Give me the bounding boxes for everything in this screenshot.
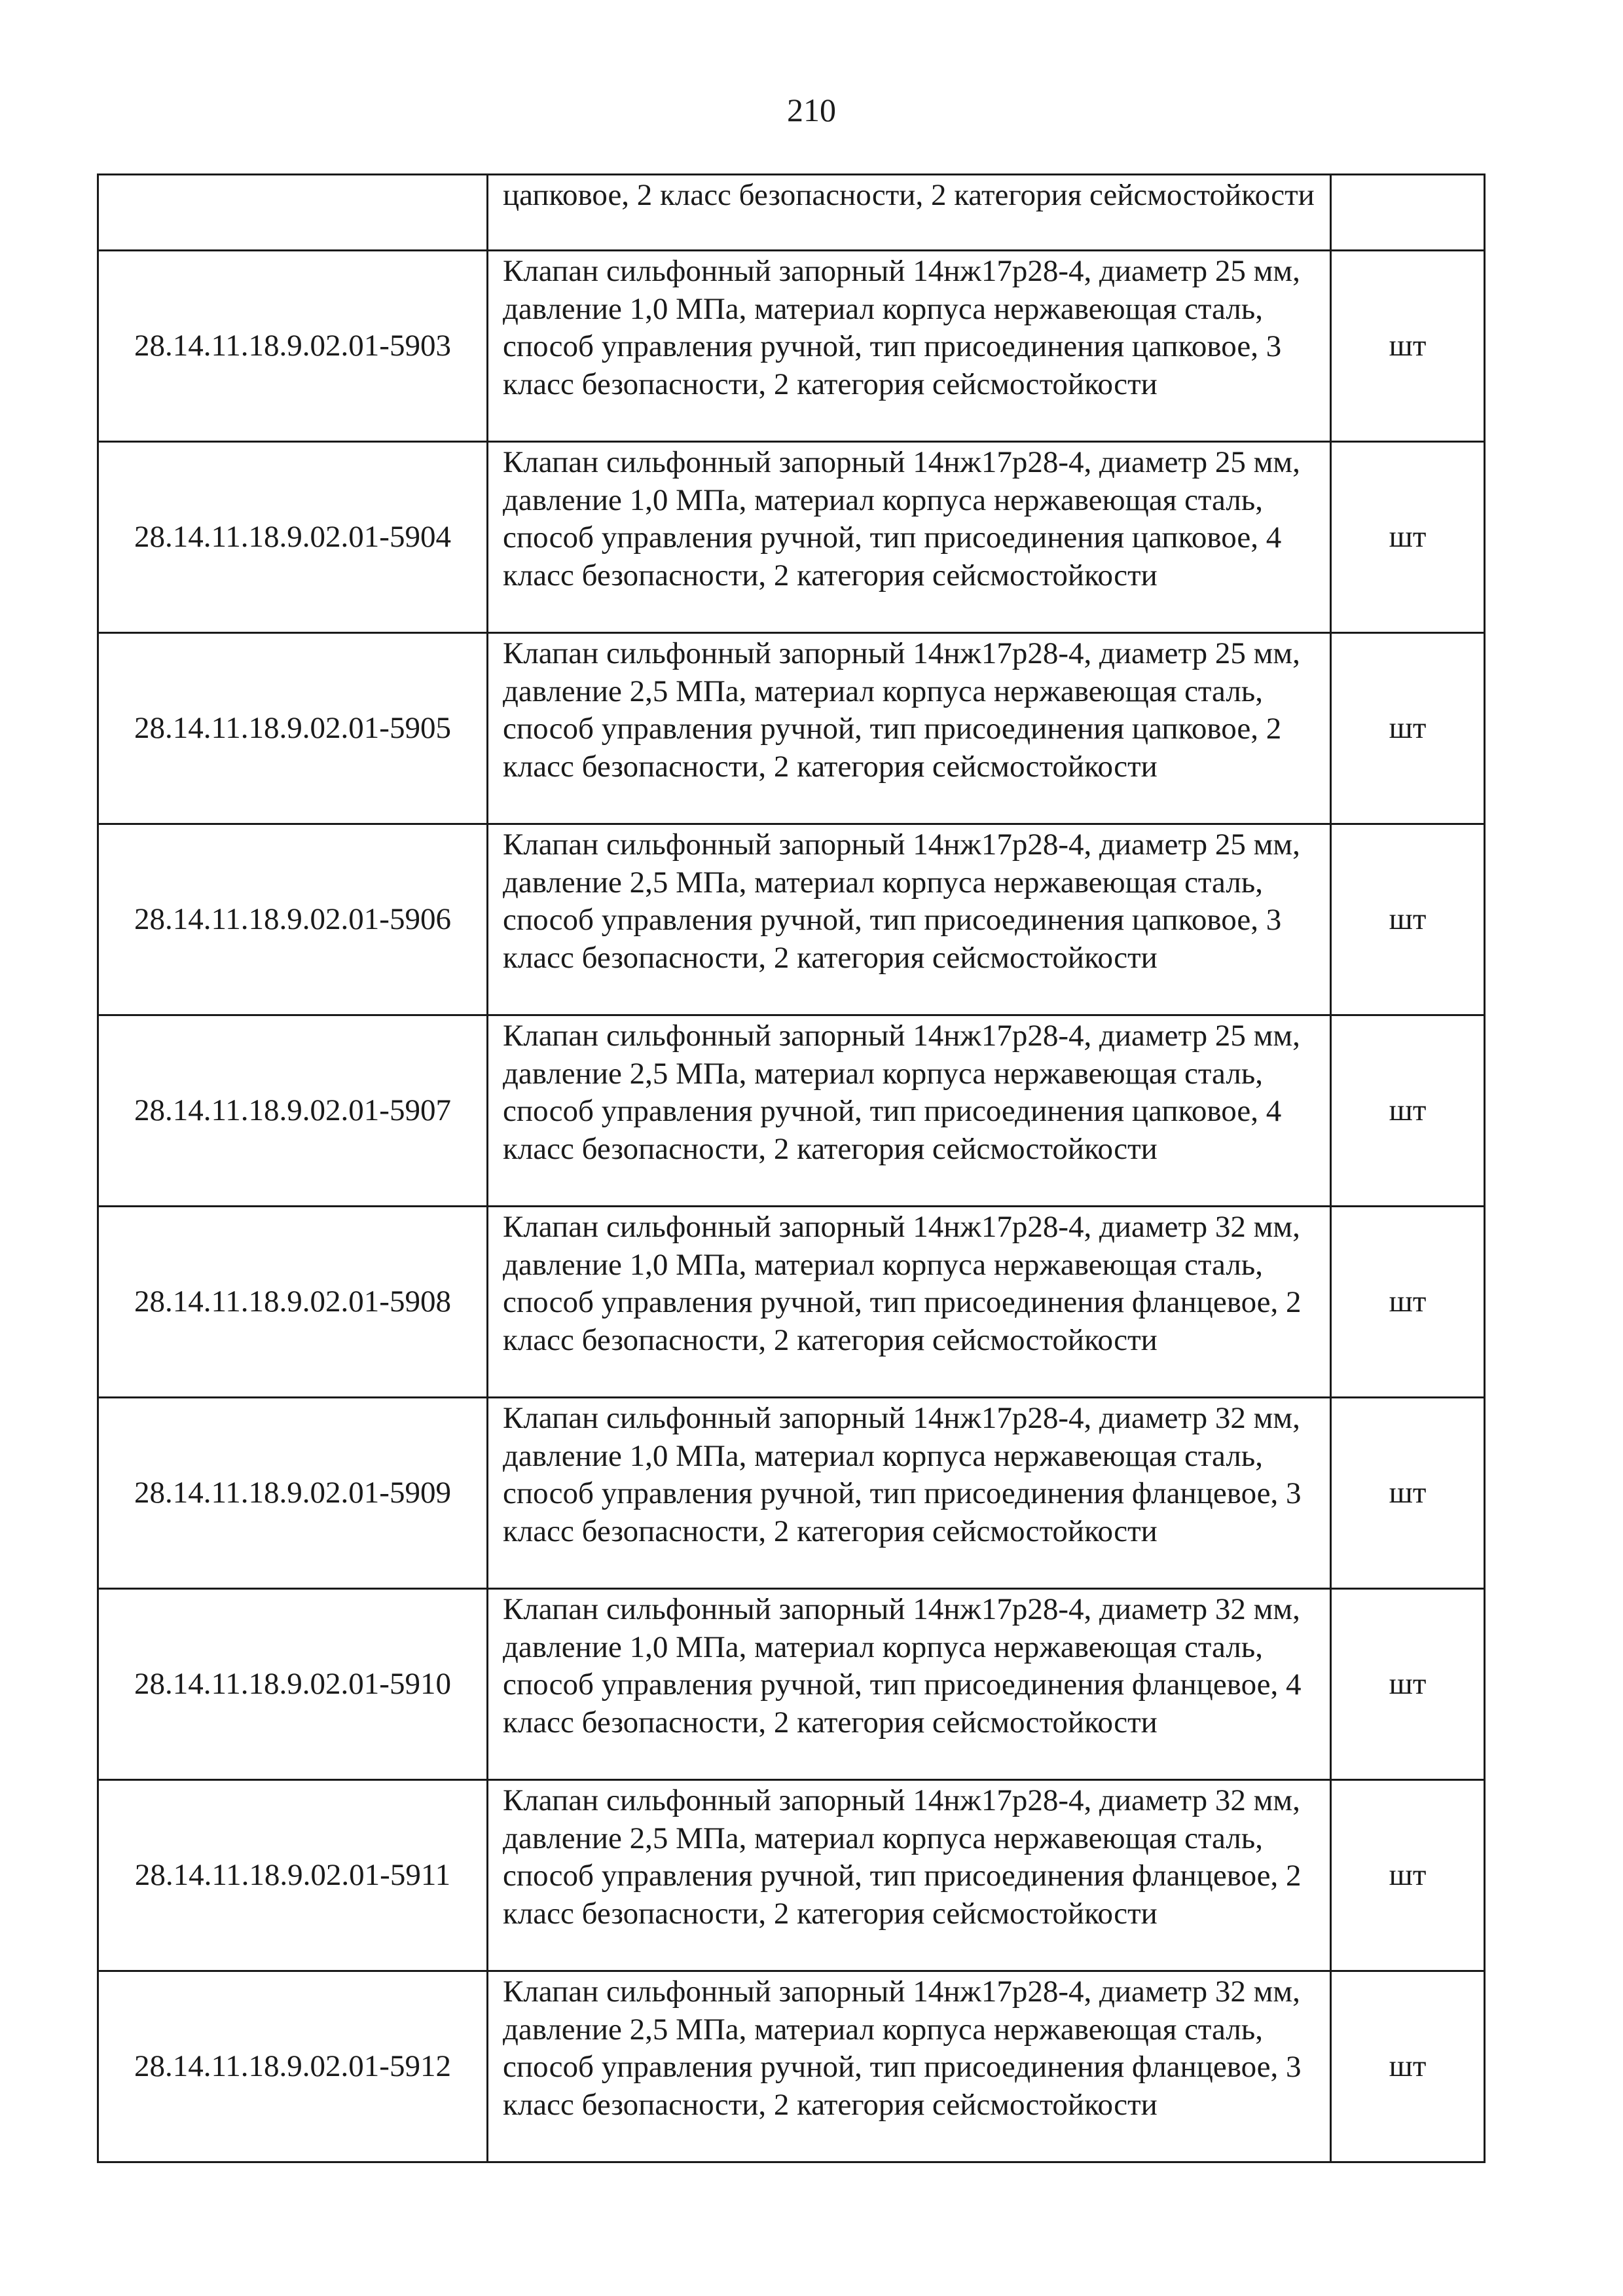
- unit-cell: шт: [1331, 633, 1485, 824]
- table-row: [98, 1589, 1485, 1780]
- code-cell: 28.14.11.18.9.02.01-5904: [98, 442, 488, 633]
- unit-cell: шт: [1331, 824, 1485, 1015]
- table-row: [98, 251, 1485, 442]
- table-row: [98, 1780, 1485, 1971]
- table-row: [98, 824, 1485, 1015]
- unit-cell: [1331, 175, 1485, 251]
- table-row: [98, 1015, 1485, 1207]
- code-cell: 28.14.11.18.9.02.01-5903: [98, 251, 488, 442]
- description-cell: цапковое, 2 класс безопасности, 2 категория сейсмостойкости: [488, 175, 1331, 251]
- table-row: [98, 1971, 1485, 2162]
- description-cell: Клапан сильфонный запорный 14нж17р28-4, диаметр 25 мм, давление 1,0 МПа, материал корпуса нержавеющая сталь, способ управления ручной, тип присоединения цапковое, 3 класс безопасности, 2 категория сейсмостойкости: [488, 251, 1331, 442]
- table-row: [98, 442, 1485, 633]
- code-cell: 28.14.11.18.9.02.01-5911: [98, 1780, 488, 1971]
- table-row: [98, 633, 1485, 824]
- description-cell: Клапан сильфонный запорный 14нж17р28-4, диаметр 25 мм, давление 2,5 МПа, материал корпуса нержавеющая сталь, способ управления ручной, тип присоединения цапковое, 2 класс безопасности, 2 категория сейсмостойкости: [488, 633, 1331, 824]
- code-cell: 28.14.11.18.9.02.01-5908: [98, 1207, 488, 1398]
- code-cell: 28.14.11.18.9.02.01-5910: [98, 1589, 488, 1780]
- resource-table: [97, 173, 1486, 2163]
- unit-cell: шт: [1331, 1015, 1485, 1207]
- table-row: [98, 175, 1485, 251]
- description-cell: Клапан сильфонный запорный 14нж17р28-4, диаметр 25 мм, давление 2,5 МПа, материал корпуса нержавеющая сталь, способ управления ручной, тип присоединения цапковое, 3 класс безопасности, 2 категория сейсмостойкости: [488, 824, 1331, 1015]
- code-cell: 28.14.11.18.9.02.01-5906: [98, 824, 488, 1015]
- table-row: [98, 1398, 1485, 1589]
- unit-cell: шт: [1331, 1398, 1485, 1589]
- code-cell: [98, 175, 488, 251]
- unit-cell: шт: [1331, 251, 1485, 442]
- code-cell: 28.14.11.18.9.02.01-5905: [98, 633, 488, 824]
- description-cell: Клапан сильфонный запорный 14нж17р28-4, диаметр 32 мм, давление 2,5 МПа, материал корпуса нержавеющая сталь, способ управления ручной, тип присоединения фланцевое, 2 класс безопасности, 2 категория сейсмостойкости: [488, 1780, 1331, 1971]
- description-cell: Клапан сильфонный запорный 14нж17р28-4, диаметр 25 мм, давление 2,5 МПа, материал корпуса нержавеющая сталь, способ управления ручной, тип присоединения цапковое, 4 класс безопасности, 2 категория сейсмостойкости: [488, 1015, 1331, 1207]
- unit-cell: шт: [1331, 1971, 1485, 2162]
- page-number: 210: [787, 92, 836, 128]
- description-cell: Клапан сильфонный запорный 14нж17р28-4, диаметр 32 мм, давление 1,0 МПа, материал корпуса нержавеющая сталь, способ управления ручной, тип присоединения фланцевое, 4 класс безопасности, 2 категория сейсмостойкости: [488, 1589, 1331, 1780]
- description-cell: Клапан сильфонный запорный 14нж17р28-4, диаметр 32 мм, давление 2,5 МПа, материал корпуса нержавеющая сталь, способ управления ручной, тип присоединения фланцевое, 3 класс безопасности, 2 категория сейсмостойкости: [488, 1971, 1331, 2162]
- description-cell: Клапан сильфонный запорный 14нж17р28-4, диаметр 32 мм, давление 1,0 МПа, материал корпуса нержавеющая сталь, способ управления ручной, тип присоединения фланцевое, 3 класс безопасности, 2 категория сейсмостойкости: [488, 1398, 1331, 1589]
- code-cell: 28.14.11.18.9.02.01-5909: [98, 1398, 488, 1589]
- unit-cell: шт: [1331, 442, 1485, 633]
- unit-cell: шт: [1331, 1207, 1485, 1398]
- unit-cell: шт: [1331, 1780, 1485, 1971]
- unit-cell: шт: [1331, 1589, 1485, 1780]
- description-cell: Клапан сильфонный запорный 14нж17р28-4, диаметр 32 мм, давление 1,0 МПа, материал корпуса нержавеющая сталь, способ управления ручной, тип присоединения фланцевое, 2 класс безопасности, 2 категория сейсмостойкости: [488, 1207, 1331, 1398]
- code-cell: 28.14.11.18.9.02.01-5907: [98, 1015, 488, 1207]
- description-cell: Клапан сильфонный запорный 14нж17р28-4, диаметр 25 мм, давление 1,0 МПа, материал корпуса нержавеющая сталь, способ управления ручной, тип присоединения цапковое, 4 класс безопасности, 2 категория сейсмостойкости: [488, 442, 1331, 633]
- code-cell: 28.14.11.18.9.02.01-5912: [98, 1971, 488, 2162]
- table-row: [98, 1207, 1485, 1398]
